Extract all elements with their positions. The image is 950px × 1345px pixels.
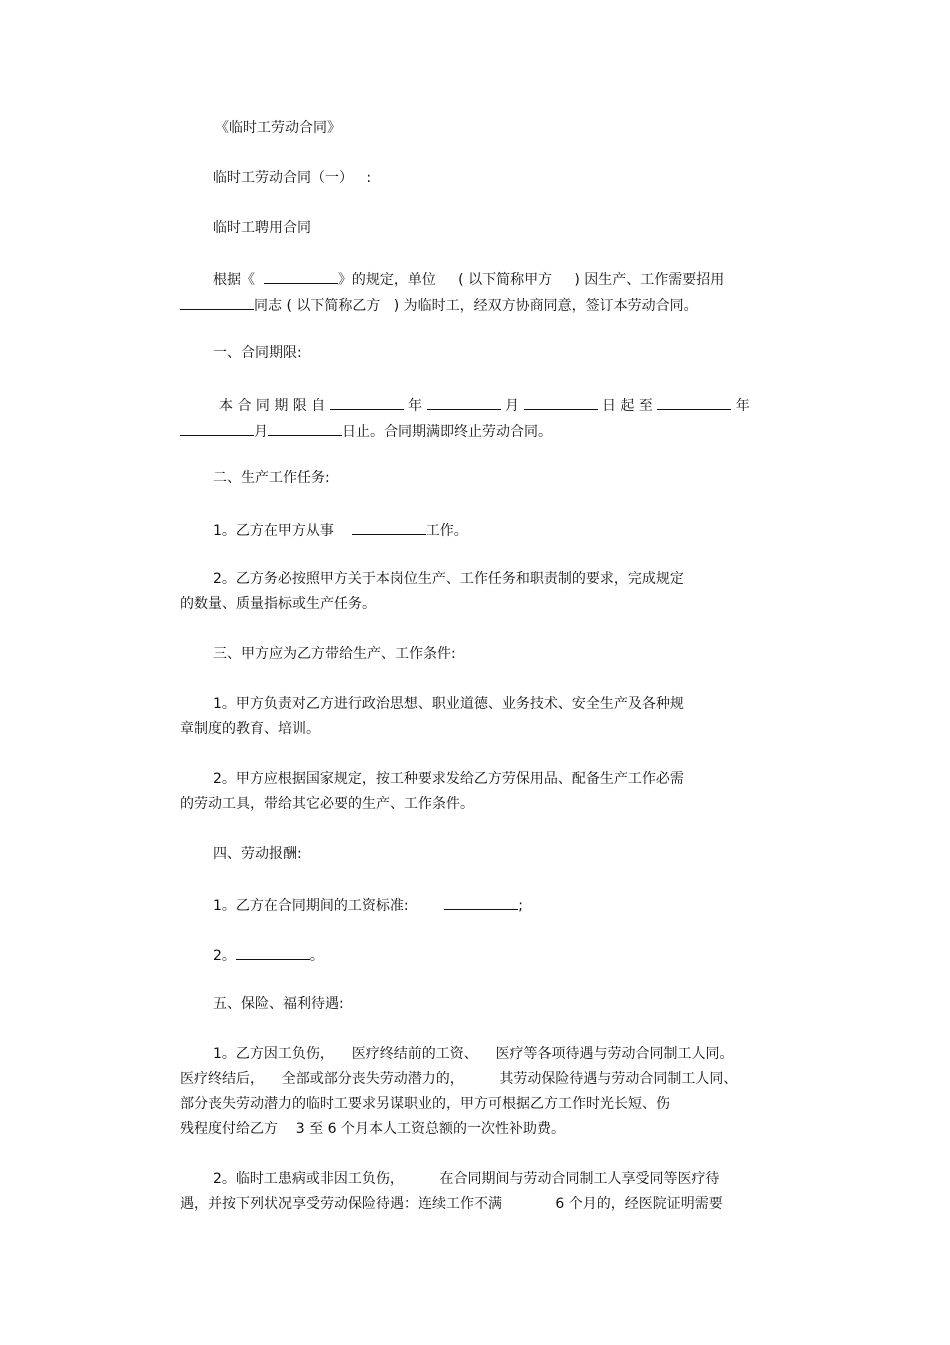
document-title: 《临时工劳动合同》	[215, 120, 341, 136]
section-heading-5: 五、保险、福利待遇:	[213, 996, 344, 1012]
clause-text: 1。乙方在甲方从事	[213, 523, 352, 539]
clause-text: 2。	[213, 948, 236, 964]
contract-heading: 临时工聘用合同	[213, 220, 311, 236]
clause-5-2-line-2: 遇，并按下列状况享受劳动保险待遇：连续工作不满 6 个月的，经医院证明需要	[180, 1196, 723, 1212]
section-heading-2: 二、生产工作任务:	[213, 470, 330, 486]
clause-5-1-line-1: 1。乙方因工负伤， 医疗终结前的工资、 医疗等各项待遇与劳动合同制工人同。	[213, 1046, 734, 1062]
section-heading-3: 三、甲方应为乙方带给生产、工作条件:	[213, 646, 456, 662]
intro-text: 根据《	[213, 272, 264, 288]
clause-5-1-line-2: 医疗终结后， 全部或部分丧失劳动潜力的， 其劳动保险待遇与劳动合同制工人同、	[180, 1071, 738, 1087]
clause-text: 。	[309, 948, 324, 964]
clause-3-1-line-2: 章制度的教育、培训。	[180, 721, 320, 737]
term-text: 年	[731, 398, 750, 414]
clause-text: ;	[518, 898, 523, 914]
intro-line-1	[213, 269, 724, 289]
clause-5-1-line-4: 残程度付给乙方 3 至 6 个月本人工资总额的一次性补助费。	[180, 1121, 565, 1137]
clause-2-2-line-2: 的数量、质量指标或生产任务。	[180, 596, 376, 612]
blank-field	[268, 421, 342, 436]
blank-field	[236, 945, 310, 960]
clause-5-1-line-3: 部分丧失劳动潜力的临时工要求另谋职业的，甲方可根据乙方工作时光长短、伤	[180, 1096, 670, 1112]
clause-3-2-line-2: 的劳动工具，带给其它必要的生产、工作条件。	[180, 796, 474, 812]
clause-text: 工作。	[425, 523, 468, 539]
blank-field	[352, 520, 426, 535]
term-text: 本 合 同 期 限 自	[219, 398, 330, 414]
term-text: 日 起 至	[597, 398, 658, 414]
term-text: 月	[500, 398, 524, 414]
clause-5-2-line-1: 2。临时工患病或非因工负伤， 在合同期间与劳动合同制工人享受同等医疗待	[213, 1171, 720, 1187]
blank-field	[444, 895, 518, 910]
term-text: 年	[403, 398, 427, 414]
clause-3-1-line-1: 1。甲方负责对乙方进行政治思想、职业道德、业务技术、安全生产及各种规	[213, 696, 684, 712]
section-heading-1: 一、合同期限:	[213, 345, 302, 361]
contract-subtitle: 临时工劳动合同（一） :	[213, 170, 372, 186]
clause-2-1	[213, 520, 468, 540]
clause-4-1	[213, 895, 523, 915]
intro-text: 》的规定，单位 ( 以下简称甲方 ) 因生产、工作需要招用	[337, 272, 725, 288]
clause-3-2-line-1: 2。甲方应根据国家规定，按工种要求发给乙方劳保用品、配备生产工作必需	[213, 771, 684, 787]
term-line-2	[180, 421, 552, 441]
clause-4-2	[213, 945, 324, 965]
blank-field	[264, 269, 338, 284]
intro-line-2	[180, 295, 698, 315]
blank-field	[180, 295, 254, 310]
clause-2-2-line-1: 2。乙方务必按照甲方关于本岗位生产、工作任务和职责制的要求，完成规定	[213, 571, 684, 587]
blank-field	[427, 395, 501, 410]
term-line-1	[219, 395, 750, 415]
intro-text: 同志 ( 以下简称乙方 ) 为临时工，经双方协商同意，签订本劳动合同。	[254, 298, 698, 314]
blank-field	[657, 395, 731, 410]
section-heading-4: 四、劳动报酬:	[213, 846, 302, 862]
term-text: 日止。合同期满即终止劳动合同。	[342, 424, 552, 440]
clause-text: 1。乙方在合同期间的工资标准:	[213, 898, 445, 914]
blank-field	[330, 395, 404, 410]
term-text: 月	[254, 424, 268, 440]
blank-field	[524, 395, 598, 410]
blank-field	[180, 421, 254, 436]
